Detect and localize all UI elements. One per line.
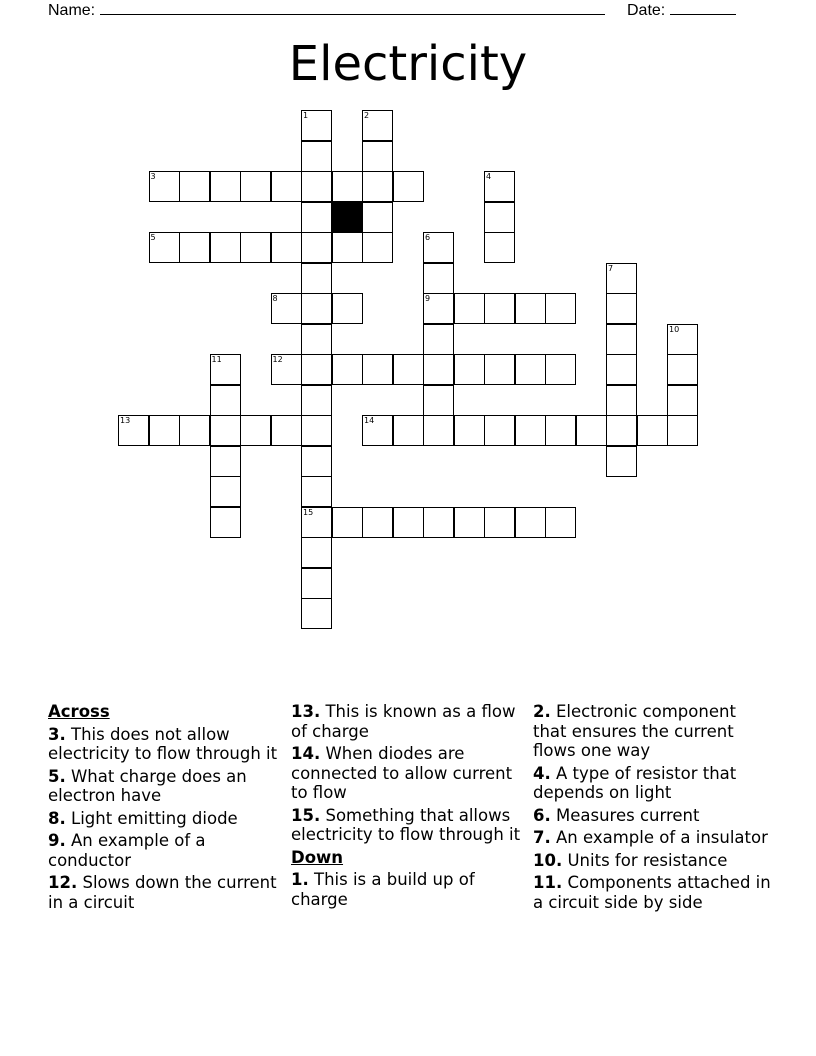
grid-cell[interactable] xyxy=(332,293,363,324)
grid-cell[interactable] xyxy=(484,415,515,446)
grid-cell[interactable] xyxy=(423,324,454,355)
grid-cell[interactable] xyxy=(271,293,302,324)
grid-cell[interactable] xyxy=(606,446,637,477)
clue-item xyxy=(533,851,773,871)
clue-item xyxy=(533,806,773,826)
grid-cell[interactable] xyxy=(332,354,363,385)
clue-text: When diodes are connected to allow current to flow xyxy=(291,744,513,802)
clue-item xyxy=(533,828,773,848)
grid-cell[interactable] xyxy=(423,385,454,416)
clue-text: Something that allows electricity to flow through it xyxy=(291,805,521,844)
clue-number-label: 8. xyxy=(48,808,66,828)
grid-cell[interactable] xyxy=(606,263,637,294)
grid-cell[interactable] xyxy=(484,507,515,538)
clue-text: An example of a insulator xyxy=(550,828,768,847)
grid-cell[interactable] xyxy=(210,385,241,416)
clue-item xyxy=(291,744,526,803)
grid-cell[interactable] xyxy=(667,354,698,385)
clue-number-label: 12. xyxy=(48,873,78,892)
clue-number: 2 xyxy=(364,111,370,120)
grid-cell[interactable] xyxy=(271,354,302,385)
grid-cell[interactable] xyxy=(362,141,393,172)
clue-text: Light emitting diode xyxy=(65,808,238,828)
grid-cell[interactable] xyxy=(332,232,363,263)
grid-cell[interactable] xyxy=(515,415,546,446)
clue-number-label: 13. xyxy=(291,702,321,721)
grid-cell[interactable] xyxy=(423,293,454,324)
grid-cell[interactable] xyxy=(515,354,546,385)
grid-cell[interactable] xyxy=(179,232,210,263)
clue-number: 15 xyxy=(303,507,314,517)
grid-cell[interactable] xyxy=(240,415,271,446)
grid-cell[interactable] xyxy=(301,110,332,141)
grid-cell[interactable] xyxy=(149,415,180,446)
grid-cell[interactable] xyxy=(210,232,241,263)
grid-cell[interactable] xyxy=(210,354,241,385)
grid-cell[interactable] xyxy=(667,385,698,416)
clue-text: What charge does an electron have xyxy=(48,766,247,805)
clue-number: 8 xyxy=(272,294,278,303)
grid-cell[interactable] xyxy=(332,171,363,202)
grid-cell[interactable] xyxy=(515,293,546,324)
clue-item xyxy=(48,767,278,806)
grid-cell[interactable] xyxy=(362,354,393,385)
clue-column-1 xyxy=(48,702,278,915)
clue-number-label: 2. xyxy=(533,702,551,721)
clue-number: 9 xyxy=(425,294,431,303)
grid-cell[interactable] xyxy=(362,232,393,263)
grid-cell[interactable] xyxy=(545,415,576,446)
clue-number-label: 1. xyxy=(291,870,309,889)
clue-number-label: 5. xyxy=(48,766,66,786)
clue-number-label: 14. xyxy=(291,744,321,763)
clue-number-label: 15. xyxy=(291,805,321,825)
grid-cell[interactable] xyxy=(301,446,332,477)
grid-cell[interactable] xyxy=(271,171,302,202)
clue-item xyxy=(48,809,278,829)
clue-item xyxy=(291,806,526,845)
clue-number-label: 4. xyxy=(533,763,551,783)
clue-number: 6 xyxy=(425,233,431,242)
clue-column-2 xyxy=(291,702,526,912)
grid-cell[interactable] xyxy=(362,110,393,141)
grid-cell[interactable] xyxy=(606,354,637,385)
grid-cell[interactable] xyxy=(271,415,302,446)
clue-text: This is a build up of charge xyxy=(291,870,475,909)
grid-cell[interactable] xyxy=(606,385,637,416)
clue-number: 3 xyxy=(150,172,156,181)
grid-cell[interactable] xyxy=(423,232,454,263)
grid-cell[interactable] xyxy=(393,171,424,202)
grid-cell[interactable] xyxy=(423,415,454,446)
grid-cell[interactable] xyxy=(210,415,241,446)
clue-item xyxy=(533,873,773,912)
grid-cell[interactable] xyxy=(179,171,210,202)
grid-cell[interactable] xyxy=(545,507,576,538)
grid-cell[interactable] xyxy=(210,446,241,477)
grid-cell[interactable] xyxy=(667,415,698,446)
grid-cell[interactable] xyxy=(484,171,515,202)
grid-cell[interactable] xyxy=(423,354,454,385)
clue-text: An example of a conductor xyxy=(48,831,206,870)
grid-cell[interactable] xyxy=(301,598,332,629)
clue-number: 11 xyxy=(211,355,222,364)
grid-cell[interactable] xyxy=(606,324,637,355)
grid-cell[interactable] xyxy=(301,293,332,324)
grid-cell[interactable] xyxy=(210,171,241,202)
grid-cell[interactable] xyxy=(393,415,424,446)
grid-cell[interactable] xyxy=(454,507,485,538)
grid-cell[interactable] xyxy=(301,141,332,172)
grid-cell[interactable] xyxy=(271,232,302,263)
grid-cell[interactable] xyxy=(301,415,332,446)
clue-number: 4 xyxy=(486,172,492,181)
grid-cell[interactable] xyxy=(423,507,454,538)
grid-cell[interactable] xyxy=(393,507,424,538)
grid-cell[interactable] xyxy=(149,171,180,202)
clue-number-label: 3. xyxy=(48,724,66,744)
down-heading: Down xyxy=(291,847,344,867)
clue-column-3 xyxy=(533,702,773,915)
clue-number-label: 11. xyxy=(533,873,563,892)
grid-cell[interactable] xyxy=(301,385,332,416)
grid-cell[interactable] xyxy=(576,415,607,446)
page-title: Electricity xyxy=(288,36,528,92)
clue-text: Slows down the current in a circuit xyxy=(48,873,277,912)
grid-cell[interactable] xyxy=(149,232,180,263)
grid-cell[interactable] xyxy=(362,507,393,538)
grid-cell[interactable] xyxy=(179,415,210,446)
black-cell xyxy=(332,202,363,233)
clue-item xyxy=(533,702,773,761)
clue-number-label: 6. xyxy=(533,805,551,825)
grid-cell[interactable] xyxy=(362,415,393,446)
grid-cell[interactable] xyxy=(454,293,485,324)
grid-cell[interactable] xyxy=(118,415,149,446)
grid-cell[interactable] xyxy=(454,354,485,385)
grid-cell[interactable] xyxy=(484,293,515,324)
across-heading: Across xyxy=(48,702,110,721)
clue-text: Electronic component that ensures the current flows one way xyxy=(533,702,736,760)
grid-cell[interactable] xyxy=(301,568,332,599)
clue-item xyxy=(48,873,278,912)
grid-cell[interactable] xyxy=(362,202,393,233)
grid-cell[interactable] xyxy=(667,324,698,355)
grid-cell[interactable] xyxy=(637,415,668,446)
clue-number: 10 xyxy=(669,324,680,334)
grid-cell[interactable] xyxy=(301,171,332,202)
grid-cell[interactable] xyxy=(515,507,546,538)
grid-cell[interactable] xyxy=(240,232,271,263)
clue-text: Components attached in a circuit side by side xyxy=(533,873,771,912)
clue-number: 14 xyxy=(364,416,375,425)
clue-item xyxy=(291,702,526,741)
clue-text: Units for resistance xyxy=(562,850,728,870)
grid-cell[interactable] xyxy=(484,354,515,385)
grid-cell[interactable] xyxy=(332,507,363,538)
grid-cell[interactable] xyxy=(454,415,485,446)
name-label: Name: xyxy=(48,2,96,19)
grid-cell[interactable] xyxy=(301,476,332,507)
grid-cell[interactable] xyxy=(210,507,241,538)
grid-cell[interactable] xyxy=(301,263,332,294)
grid-cell[interactable] xyxy=(484,232,515,263)
clue-number: 7 xyxy=(608,263,614,273)
clue-item xyxy=(533,764,773,803)
grid-cell[interactable] xyxy=(301,232,332,263)
clue-number-label: 10. xyxy=(533,850,563,870)
grid-cell[interactable] xyxy=(606,293,637,324)
grid-cell[interactable] xyxy=(545,293,576,324)
clue-number: 1 xyxy=(303,111,309,120)
grid-cell[interactable] xyxy=(606,415,637,446)
grid-cell[interactable] xyxy=(484,202,515,233)
grid-cell[interactable] xyxy=(240,171,271,202)
date-label: Date: xyxy=(627,2,666,19)
clue-text: A type of resistor that depends on light xyxy=(533,763,737,802)
clue-number: 5 xyxy=(150,233,156,242)
grid-cell[interactable] xyxy=(362,171,393,202)
clue-number: 13 xyxy=(120,416,131,425)
grid-cell[interactable] xyxy=(301,202,332,233)
clue-text: This is known as a flow of charge xyxy=(291,702,516,741)
grid-cell[interactable] xyxy=(301,324,332,355)
clue-item xyxy=(291,870,526,909)
clue-item xyxy=(48,831,278,870)
grid-cell[interactable] xyxy=(393,354,424,385)
grid-cell[interactable] xyxy=(301,537,332,568)
clue-number-label: 9. xyxy=(48,831,66,850)
grid-cell[interactable] xyxy=(301,354,332,385)
clue-item xyxy=(48,725,278,764)
grid-cell[interactable] xyxy=(210,476,241,507)
grid-cell[interactable] xyxy=(545,354,576,385)
clue-number-label: 7. xyxy=(533,828,551,847)
clue-number: 12 xyxy=(272,355,283,364)
clue-text: Measures current xyxy=(550,805,700,825)
grid-cell[interactable] xyxy=(301,507,332,538)
clue-text: This does not allow electricity to flow through it xyxy=(48,724,278,763)
grid-cell[interactable] xyxy=(423,263,454,294)
